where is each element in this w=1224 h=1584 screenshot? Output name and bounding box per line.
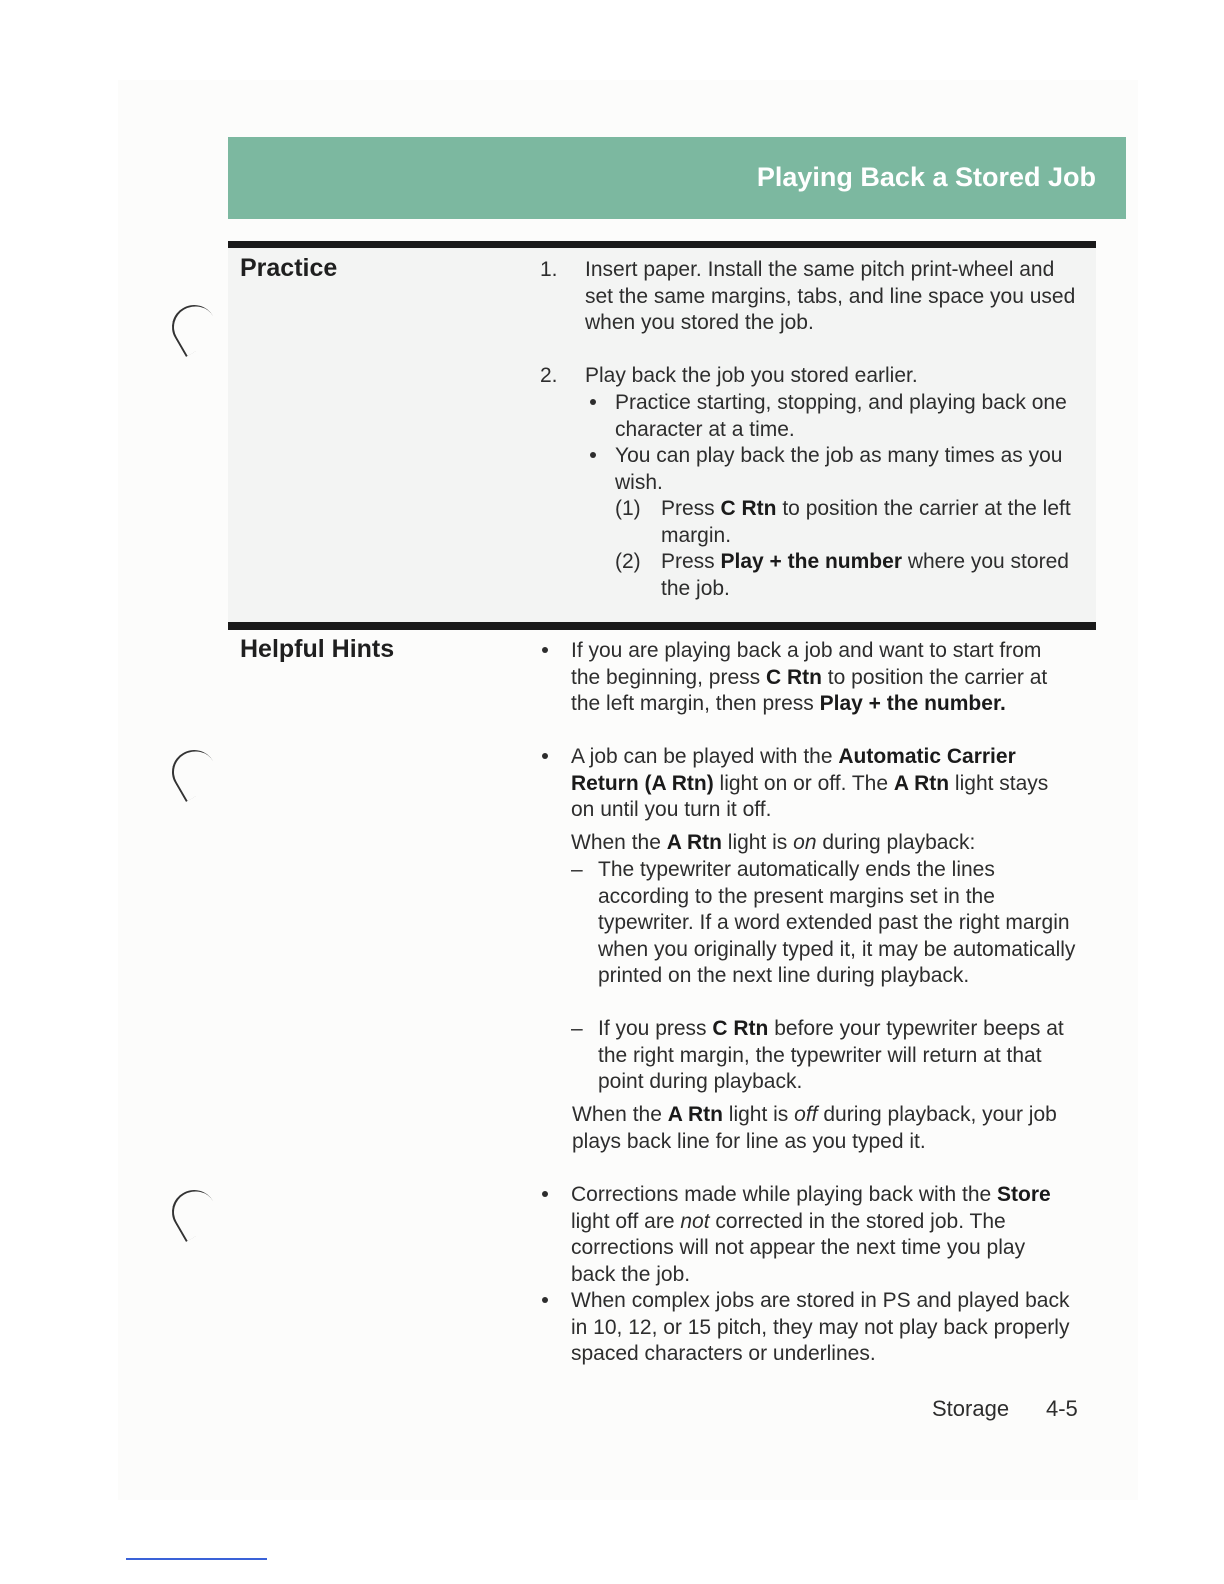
sub-step-1-number: (1) xyxy=(615,497,641,520)
step-2-number: 2. xyxy=(540,364,558,387)
bullet-dot xyxy=(542,1191,548,1197)
sub-step-1-text: Press C Rtn to position the carrier at the left margin. xyxy=(661,497,1071,547)
when-on-intro: When the A Rtn light is on during playback: xyxy=(571,831,976,854)
bullet-dot xyxy=(590,452,596,458)
step-2-text: Play back the job you stored earlier. xyxy=(585,364,918,387)
header-band xyxy=(228,137,1126,219)
hint-1: If you are playing back a job and want to start from the beginning, press C Rtn to position the carrier at the left margin, then press Play + the number. xyxy=(571,639,1048,715)
when-on-item-1: The typewriter automatically ends the lines according to the present margins set in the typewriter. If a word extended past the right margin when you originally typed it, it may be automatically printed on the next line during playback. xyxy=(598,858,1076,987)
bullet-dot xyxy=(542,647,548,653)
step-1-number: 1. xyxy=(540,258,558,281)
practice-bullet-1: Practice starting, stopping, and playing back one character at a time. xyxy=(615,391,1067,441)
sub-step-2-number: (2) xyxy=(615,550,641,573)
hints-heading: Helpful Hints xyxy=(240,635,395,663)
step-1-text: Insert paper. Install the same pitch print-wheel and set the same margins, tabs, and line space you used when you stored the job. xyxy=(585,258,1076,334)
when-on-item-2: If you press C Rtn before your typewriter beeps at the right margin, the typewriter will return at that point during playback. xyxy=(598,1017,1064,1093)
footer-page-number: 4-5 xyxy=(1046,1396,1078,1421)
when-off-text: When the A Rtn light is off during playback, your job plays back line for line as you typed it. xyxy=(572,1103,1057,1153)
sub-step-2-text: Press Play + the number where you stored the job. xyxy=(661,550,1069,600)
dash-marker: – xyxy=(571,1017,583,1040)
scan-edge-line xyxy=(126,1558,267,1560)
bullet-dot xyxy=(590,399,596,405)
dash-marker: – xyxy=(571,858,583,881)
practice-bullet-2: You can play back the job as many times as you wish. xyxy=(615,444,1063,494)
bullet-dot xyxy=(542,753,548,759)
hint-3: Corrections made while playing back with the Store light off are not corrected in the stored job. The corrections will not appear the next time you play back the job. xyxy=(571,1183,1051,1286)
practice-heading: Practice xyxy=(240,254,338,282)
hint-4: When complex jobs are stored in PS and played back in 10, 12, or 15 pitch, they may not play back properly spaced characters or underlines. xyxy=(571,1289,1070,1365)
footer-section: Storage xyxy=(932,1396,1010,1421)
hint-2: A job can be played with the Automatic Carrier Return (A Rtn) light on or off. The A Rtn light stays on until you turn it off. xyxy=(571,745,1049,821)
hints-rule xyxy=(228,622,1096,630)
page-title: Playing Back a Stored Job xyxy=(756,162,1096,192)
bullet-dot xyxy=(542,1297,548,1303)
